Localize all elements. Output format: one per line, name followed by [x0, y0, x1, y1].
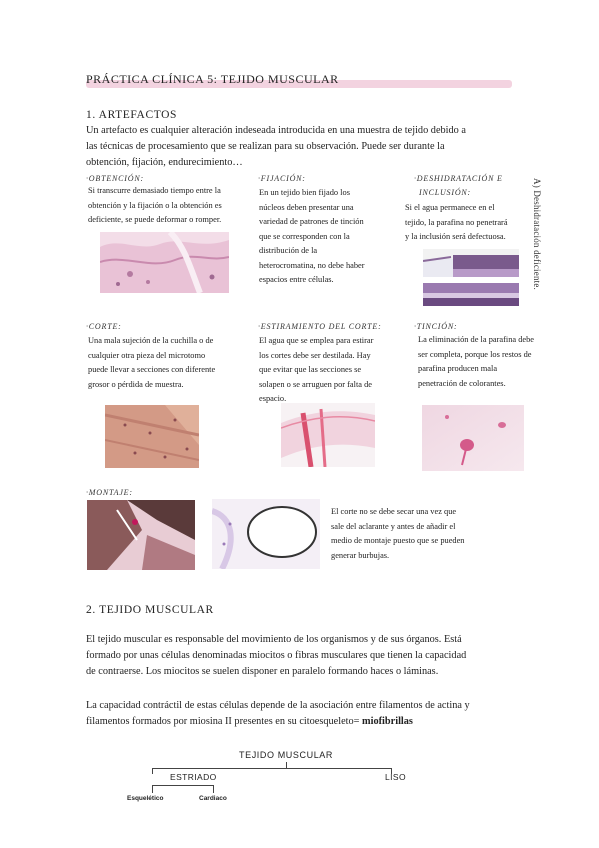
tree-connector-estriado	[152, 785, 214, 786]
muscle-paragraph-1: El tejido muscular es responsable del movimiento de los organismos y de sus órganos. Está formado por unas células denominadas miocitos o fibras musculares que tienen la capacidad de contraerse. Los miocitos se suelen disponer en paralelo formando haces o láminas.	[86, 634, 467, 677]
tree-root: TEJIDO MUSCULAR	[239, 750, 334, 760]
image-estiramiento	[281, 403, 375, 467]
muscle-paragraph-2: La capacidad contráctil de estas células depende de la asociación entre filamentos de actina y filamentos formados por miosina II presentes en su citoesqueleto= miofibrillas	[86, 700, 470, 727]
text-estiramiento: El agua que se emplea para estirar los cortes debe ser destilada. Hay que evitar que las secciones se solapen o se arruguen por falta de espacio.	[259, 336, 374, 403]
term-miofibrillas: miofibrillas	[362, 716, 413, 727]
section-heading-tejido-muscular: 2. TEJIDO MUSCULAR	[86, 604, 214, 616]
image-obtencion	[100, 232, 229, 293]
tree-cardiaco: Cardiaco	[199, 795, 227, 802]
label-fijacion: ·FIJACIÓN:	[258, 174, 306, 183]
section-heading-artefactos: 1. ARTEFACTOS	[86, 109, 178, 121]
tree-connector-left	[152, 768, 153, 774]
text-deshidratacion: Si el agua permanece en el tejido, la parafina no penetrará y la inclusión será defectuosa.	[405, 203, 508, 241]
image-tincion	[422, 405, 524, 471]
image-deshidratacion	[423, 249, 519, 306]
tree-liso: LISO	[385, 772, 406, 782]
text-tincion: La eliminación de la parafina debe ser completa, porque los restos de parafina producen mala penetración de colorantes.	[418, 335, 535, 388]
page-title: PRÁCTICA CLÍNICA 5: TEJIDO MUSCULAR	[86, 72, 339, 86]
image-montaje-2	[212, 499, 320, 569]
text-montaje: El corte no se debe secar una vez que sale del aclarante y antes de añadir el medio de montaje puesto que se pueden generar burbujas.	[331, 507, 465, 560]
text-fijacion: En un tejido bien fijado los núcleos deben presentar una variedad de patrones de tinción que se corresponden con la distribución de la heterocromatina, no debe haber espacios entre células.	[259, 188, 365, 284]
tree-connector-cardiaco	[213, 785, 214, 793]
label-inclusion: INCLUSIÓN:	[419, 188, 472, 197]
tree-connector-esqueletico	[152, 785, 153, 793]
label-estiramiento: ·ESTIRAMIENTO DEL CORTE:	[258, 322, 382, 331]
text-corte: Una mala sujeción de la cuchilla o de cualquier otra pieza del microtomo puede llevar a secciones con diferente grosor o pérdida de muestra.	[88, 336, 216, 389]
label-tincion: ·TINCIÓN:	[414, 322, 458, 331]
tree-esqueletico: Esquelético	[127, 795, 164, 802]
label-montaje: ·MONTAJE:	[86, 488, 133, 497]
intro-paragraph: Un artefacto es cualquier alteración indeseada introducida en una muestra de tejido debido a las técnicas de procesamiento que se realizan para su observación. Puede ser durante la obtención, fijación, endurecimiento…	[86, 125, 466, 168]
tree-estriado: ESTRIADO	[170, 772, 217, 782]
image-corte	[105, 405, 199, 468]
text-obtencion: Si transcurre demasiado tiempo entre la obtención y la fijación o la obtención es deficiente, se puede deformar o romper.	[88, 186, 222, 224]
tree-connector-horizontal	[152, 768, 392, 769]
side-note-deshidratacion: A) Deshidratación deficiente.	[532, 178, 542, 291]
label-obtencion: ·OBTENCIÓN:	[86, 174, 144, 183]
image-montaje-1	[87, 500, 195, 570]
label-deshidratacion: ·DESHIDRATACIÓN E	[414, 174, 503, 183]
label-corte: ·CORTE:	[86, 322, 122, 331]
